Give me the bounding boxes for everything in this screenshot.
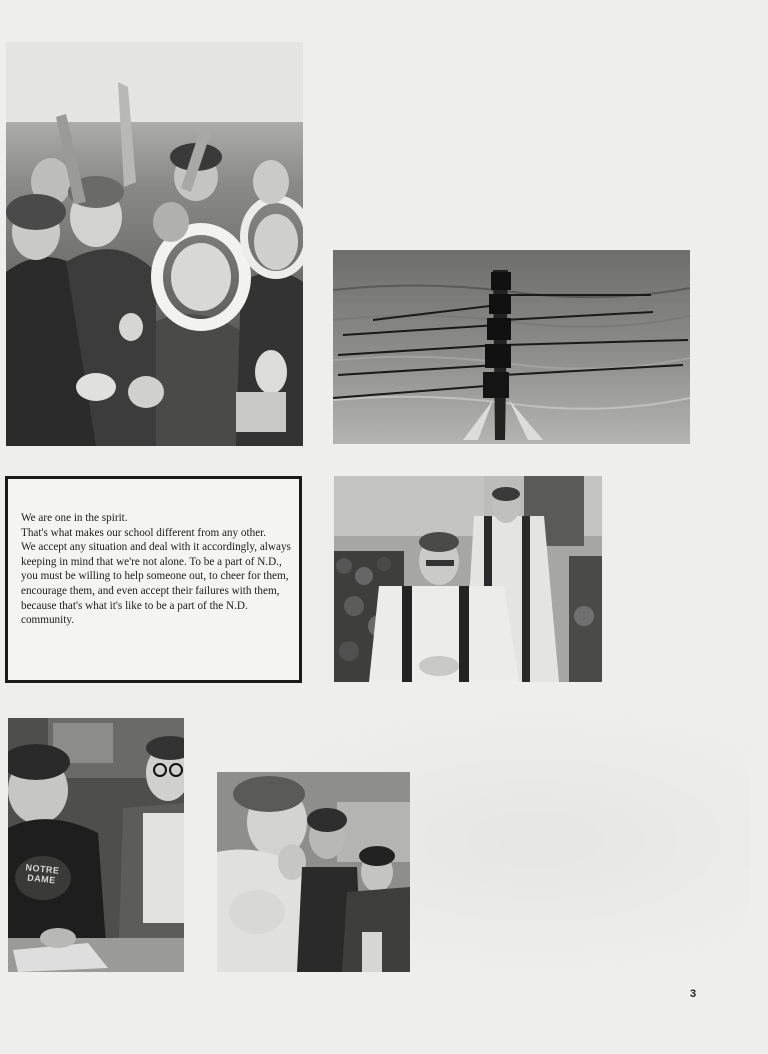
rowing-crew-photo: [333, 250, 690, 444]
article-paragraph: We accept any situation and deal with it accordingly, always keeping in mind that we're not alone. To be a part of N.D., you must be willing to help someone out, to cheer for them, encourage them, and even accept their failures with them, because that's what it's like to be a part of the N.D. community.: [21, 541, 291, 627]
priests-mass-photo: [334, 476, 602, 682]
article-body: [21, 511, 293, 628]
shirt-lettering: NOTRE DAME: [25, 862, 60, 886]
article-text-box: [5, 476, 302, 683]
page-number: 3: [690, 988, 697, 1000]
article-paragraph: We are one in the spirit.: [21, 512, 128, 524]
article-paragraph: That's what makes our school different from any other.: [21, 526, 267, 539]
cheering-crowd-photo: [6, 42, 303, 446]
students-group-photo: [217, 772, 410, 972]
students-table-photo: [8, 718, 184, 972]
